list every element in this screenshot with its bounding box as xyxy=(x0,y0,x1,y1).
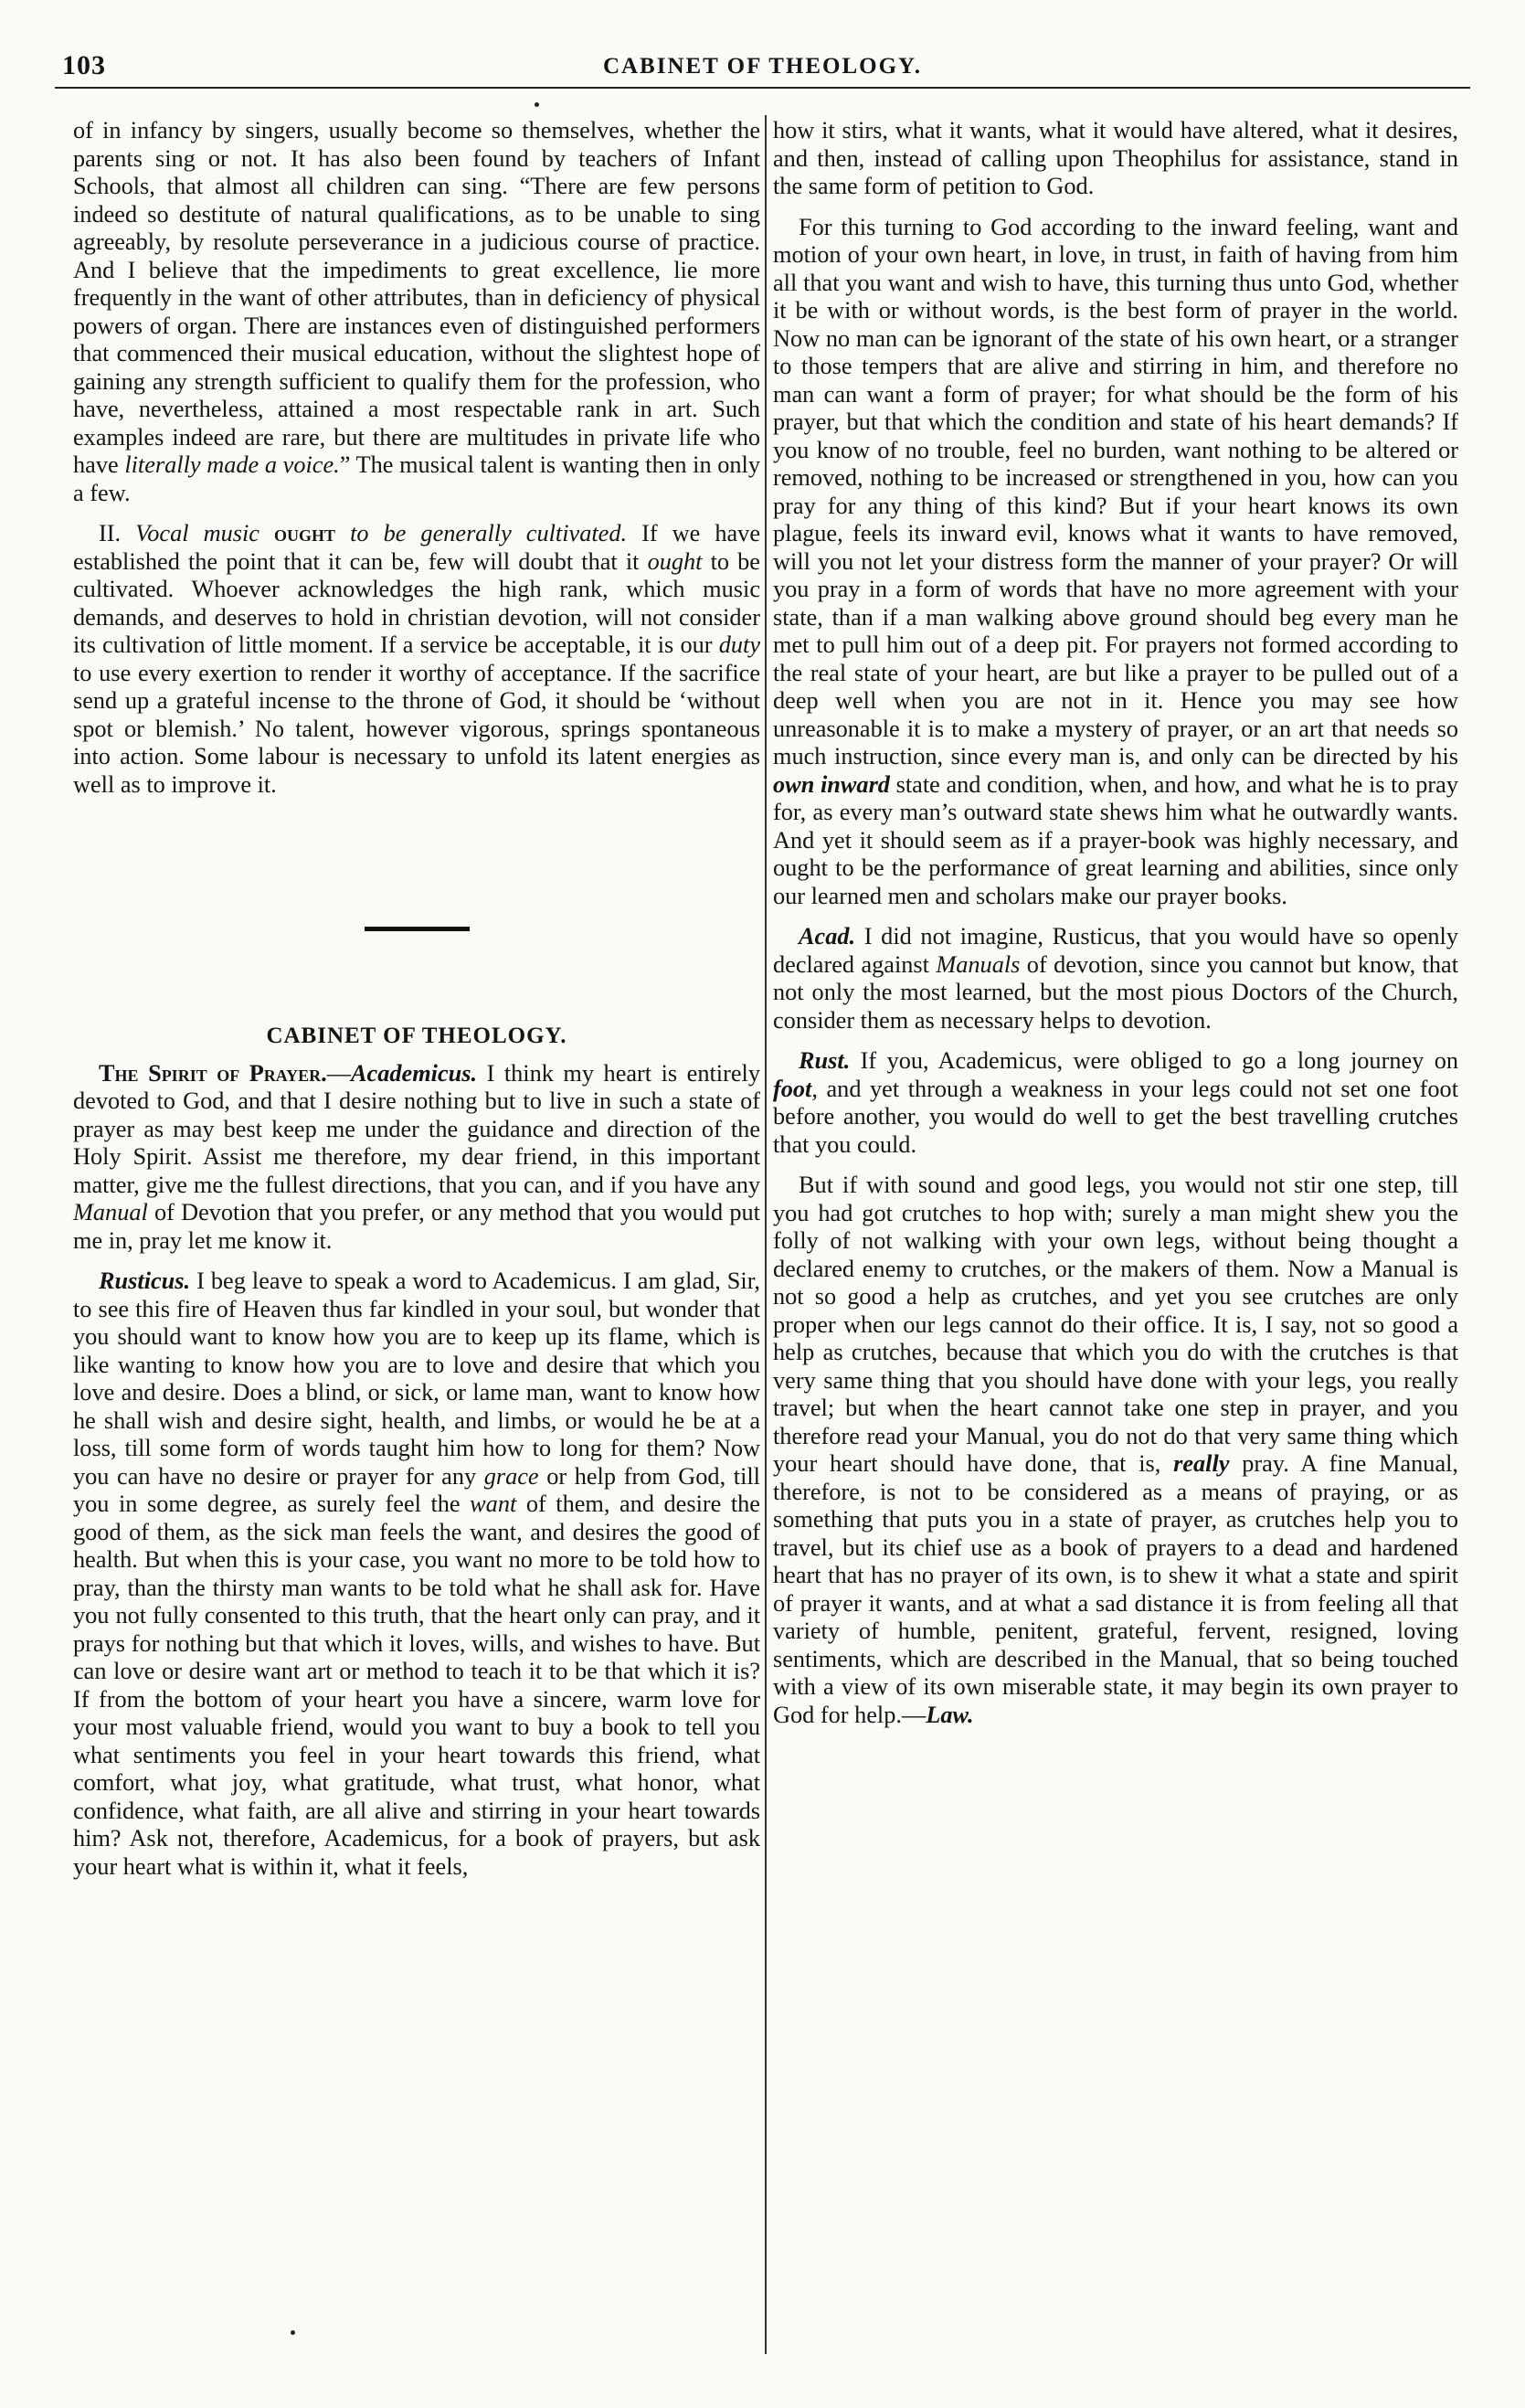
print-speck xyxy=(291,2330,295,2335)
paragraph-rusticus-reply: Rusticus. I beg leave to speak a word to Academicus. I am glad, Sir, to see this fire of Heaven thus far kindled in your soul, but wonder that you should want to know how you are to keep up its flame, which is like wanting to know how you are to love and desire that which you love and desire. Does a blind, or sick, or lame man, want to know how he shall wish and desire sight, health, and limbs, or would he be at a loss, till some form of words taught him how to long for them? Now you can have no desire or prayer for any grace or help from God, till you in some degree, as surely feel the want of them, and desire the good of them, as the sick man feels the want, and desires the good of health. But when this is your case, you want no more to be told how to pray, than the thirsty man wants to be told what he shall ask for. Have you not fully consented to this truth, that the heart only can pray, and it prays for nothing but that which it loves, wills, and wishes to have. But can love or desire want art or method to teach it to be that which it is? If from the bottom of your heart you have a sincere, warm love for your most valuable friend, would you want to buy a book to tell you what sentiments you feel in your heart towards this friend, what comfort, what joy, what gratitude, what trust, what honor, what confidence, what faith, are all alive and stirring in your heart towards him? Ask not, therefore, Academicus, for a book of prayers, but ask your heart what is within it, what it feels, xyxy=(73,1268,760,1880)
page-number: 103 xyxy=(62,50,106,80)
running-title: CABINET OF THEOLOGY. xyxy=(602,54,923,79)
paragraph-rusticus-journey: Rust. If you, Academicus, were obliged to go a long journey on foot, and yet through a weakness in your legs could not set one foot before another, you would do well to get the best travelling crutches that you could. xyxy=(773,1047,1458,1158)
paragraph-turning-to-god: For this turning to God according to the inward feeling, want and motion of your own heart, in love, in trust, in faith of having from him all that you want and wish to have, this turning thus unto God, whether it be with or without words, is the best form of prayer in the world. Now no man can be ignorant of the state of his own heart, or a stranger to those tempers that are alive and stirring in him, and therefore no man can want a form of prayer; for what should be the form of his prayer, but that which the condition and state of his heart demands? If you know of no trouble, feel no burden, want nothing to be altered or removed, nothing to be increased or strengthened in you, how can you pray for any thing of this kind? But if your heart knows its own plague, feels its inward evil, knows what it wants to have removed, will you not let your distress form the manner of your prayer? Or will you pray in a form of words that have no more agreement with your state, than if a man walking above ground should beg every man he met to pull him out of a deep pit. For prayers not formed according to the real state of your heart, are but like a prayer to be pulled out of a deep well when you are not in it. Hence you may see how unreasonable it is to make a mystery of prayer, or an art that needs so much instruction, since every man is, and only can be directed by his own inward state and condition, when, and how, and what he is to pray for, as every man’s outward state shews him what he outwardly wants. And yet it should seem as if a prayer-book was highly necessary, and ought to be the performance of great learning and abilities, since only our learned men and scholars make our prayer books. xyxy=(773,213,1458,909)
paragraph-continuation: how it stirs, what it wants, what it would have altered, what it desires, and then, instead of calling upon Theophilus for assistance, stand in the same form of petition to God. xyxy=(773,117,1458,199)
right-column xyxy=(773,117,1458,1742)
paragraph-vocal-music: II. Vocal music ought to be generally cultivated. If we have established the point that it can be, few will doubt that it ought to be cultivated. Whoever acknowledges the high rank, which music demands, and deserves to hold in christian devotion, will not consider its cultivation of little moment. If a service be acceptable, it is our duty to use every exertion to render it worthy of acceptance. If the sacrifice send up a grateful incense to the throne of God, it should be ‘without spot or blemish.’ No talent, however vigorous, springs spontaneous into action. Some labour is necessary to unfold its latent energies as well as to improve it. xyxy=(73,520,760,798)
paragraph-musical-talent: of in infancy by singers, usually become so themselves, whether the parents sing or not. It has also been found by teachers of Infant Schools, that almost all children can sing. “There are few persons indeed so destitute of natural qualifications, as to be unable to sing agreeably, by resolute perseverance in a judicious course of practice. And I believe that the impediments to great excellence, lie more frequently in the want of other attributes, than in deficiency of physical powers of organ. There are instances even of distinguished performers that commenced their musical education, without the slightest hope of gaining any strength sufficient to qualify them for the profession, who have, nevertheless, attained a most respectable rank in art. Such examples indeed are rare, but there are multitudes in private life who have literally made a voice.” The musical talent is wanting then in only a few. xyxy=(73,117,760,506)
author-signature: Law. xyxy=(926,1701,974,1728)
page-header xyxy=(55,50,1470,89)
section-divider xyxy=(365,927,470,931)
print-speck xyxy=(535,102,539,107)
section-title: CABINET OF THEOLOGY. xyxy=(266,1024,567,1048)
left-column xyxy=(73,117,760,1894)
column-divider xyxy=(765,115,767,2354)
paragraph-crutches: But if with sound and good legs, you would not stir one step, till you had got crutches to hop with; surely a man might shew you the folly of not walking with your own legs, without being thought a declared enemy to crutches, or the makers of them. Now a Manual is not so good a help as crutches, and yet you see crutches are only proper when our legs cannot do their office. It is, I say, not so good a help as crutches, because that which you do with the crutches is that very same thing that you should have done with your legs, you really travel; but when the heart cannot take one step in prayer, and you therefore read your Manual, you do not do that very same thing which your heart should have done, that is, really pray. A fine Manual, therefore, is not to be considered as a means of praying, or as something that puts you in a state of prayer, as crutches help you to travel, but its chief use as a book of prayers to a dead and hardened heart that has no prayer of its own, is to shew it what a state and spirit of prayer it wants, and at what a sad distance it is from feeling all that variety of humble, penitent, grateful, fervent, resigned, loving sentiments, which are described in the Manual, that so being touched with a view of its own miserable state, it may begin its own prayer to God for help.—Law. xyxy=(773,1172,1458,1728)
paragraph-academicus-reply: Acad. I did not imagine, Rusticus, that you would have so openly declared against Manuals of devotion, since you cannot but know, that not only the most learned, but the most pious Doctors of the Church, consider them as necessary helps to devotion. xyxy=(773,923,1459,1034)
paragraph-spirit-of-prayer: The Spirit of Prayer.—Academicus. I think my heart is entirely devoted to God, and that I desire nothing but to live in such a state of prayer as may best keep me under the guidance and direction of the Holy Spirit. Assist me therefore, my dear friend, in this important matter, give me the fullest directions, that you can, and if you have any Manual of Devotion that you prefer, or any method that you would put me in, pray let me know it. xyxy=(73,1059,760,1254)
